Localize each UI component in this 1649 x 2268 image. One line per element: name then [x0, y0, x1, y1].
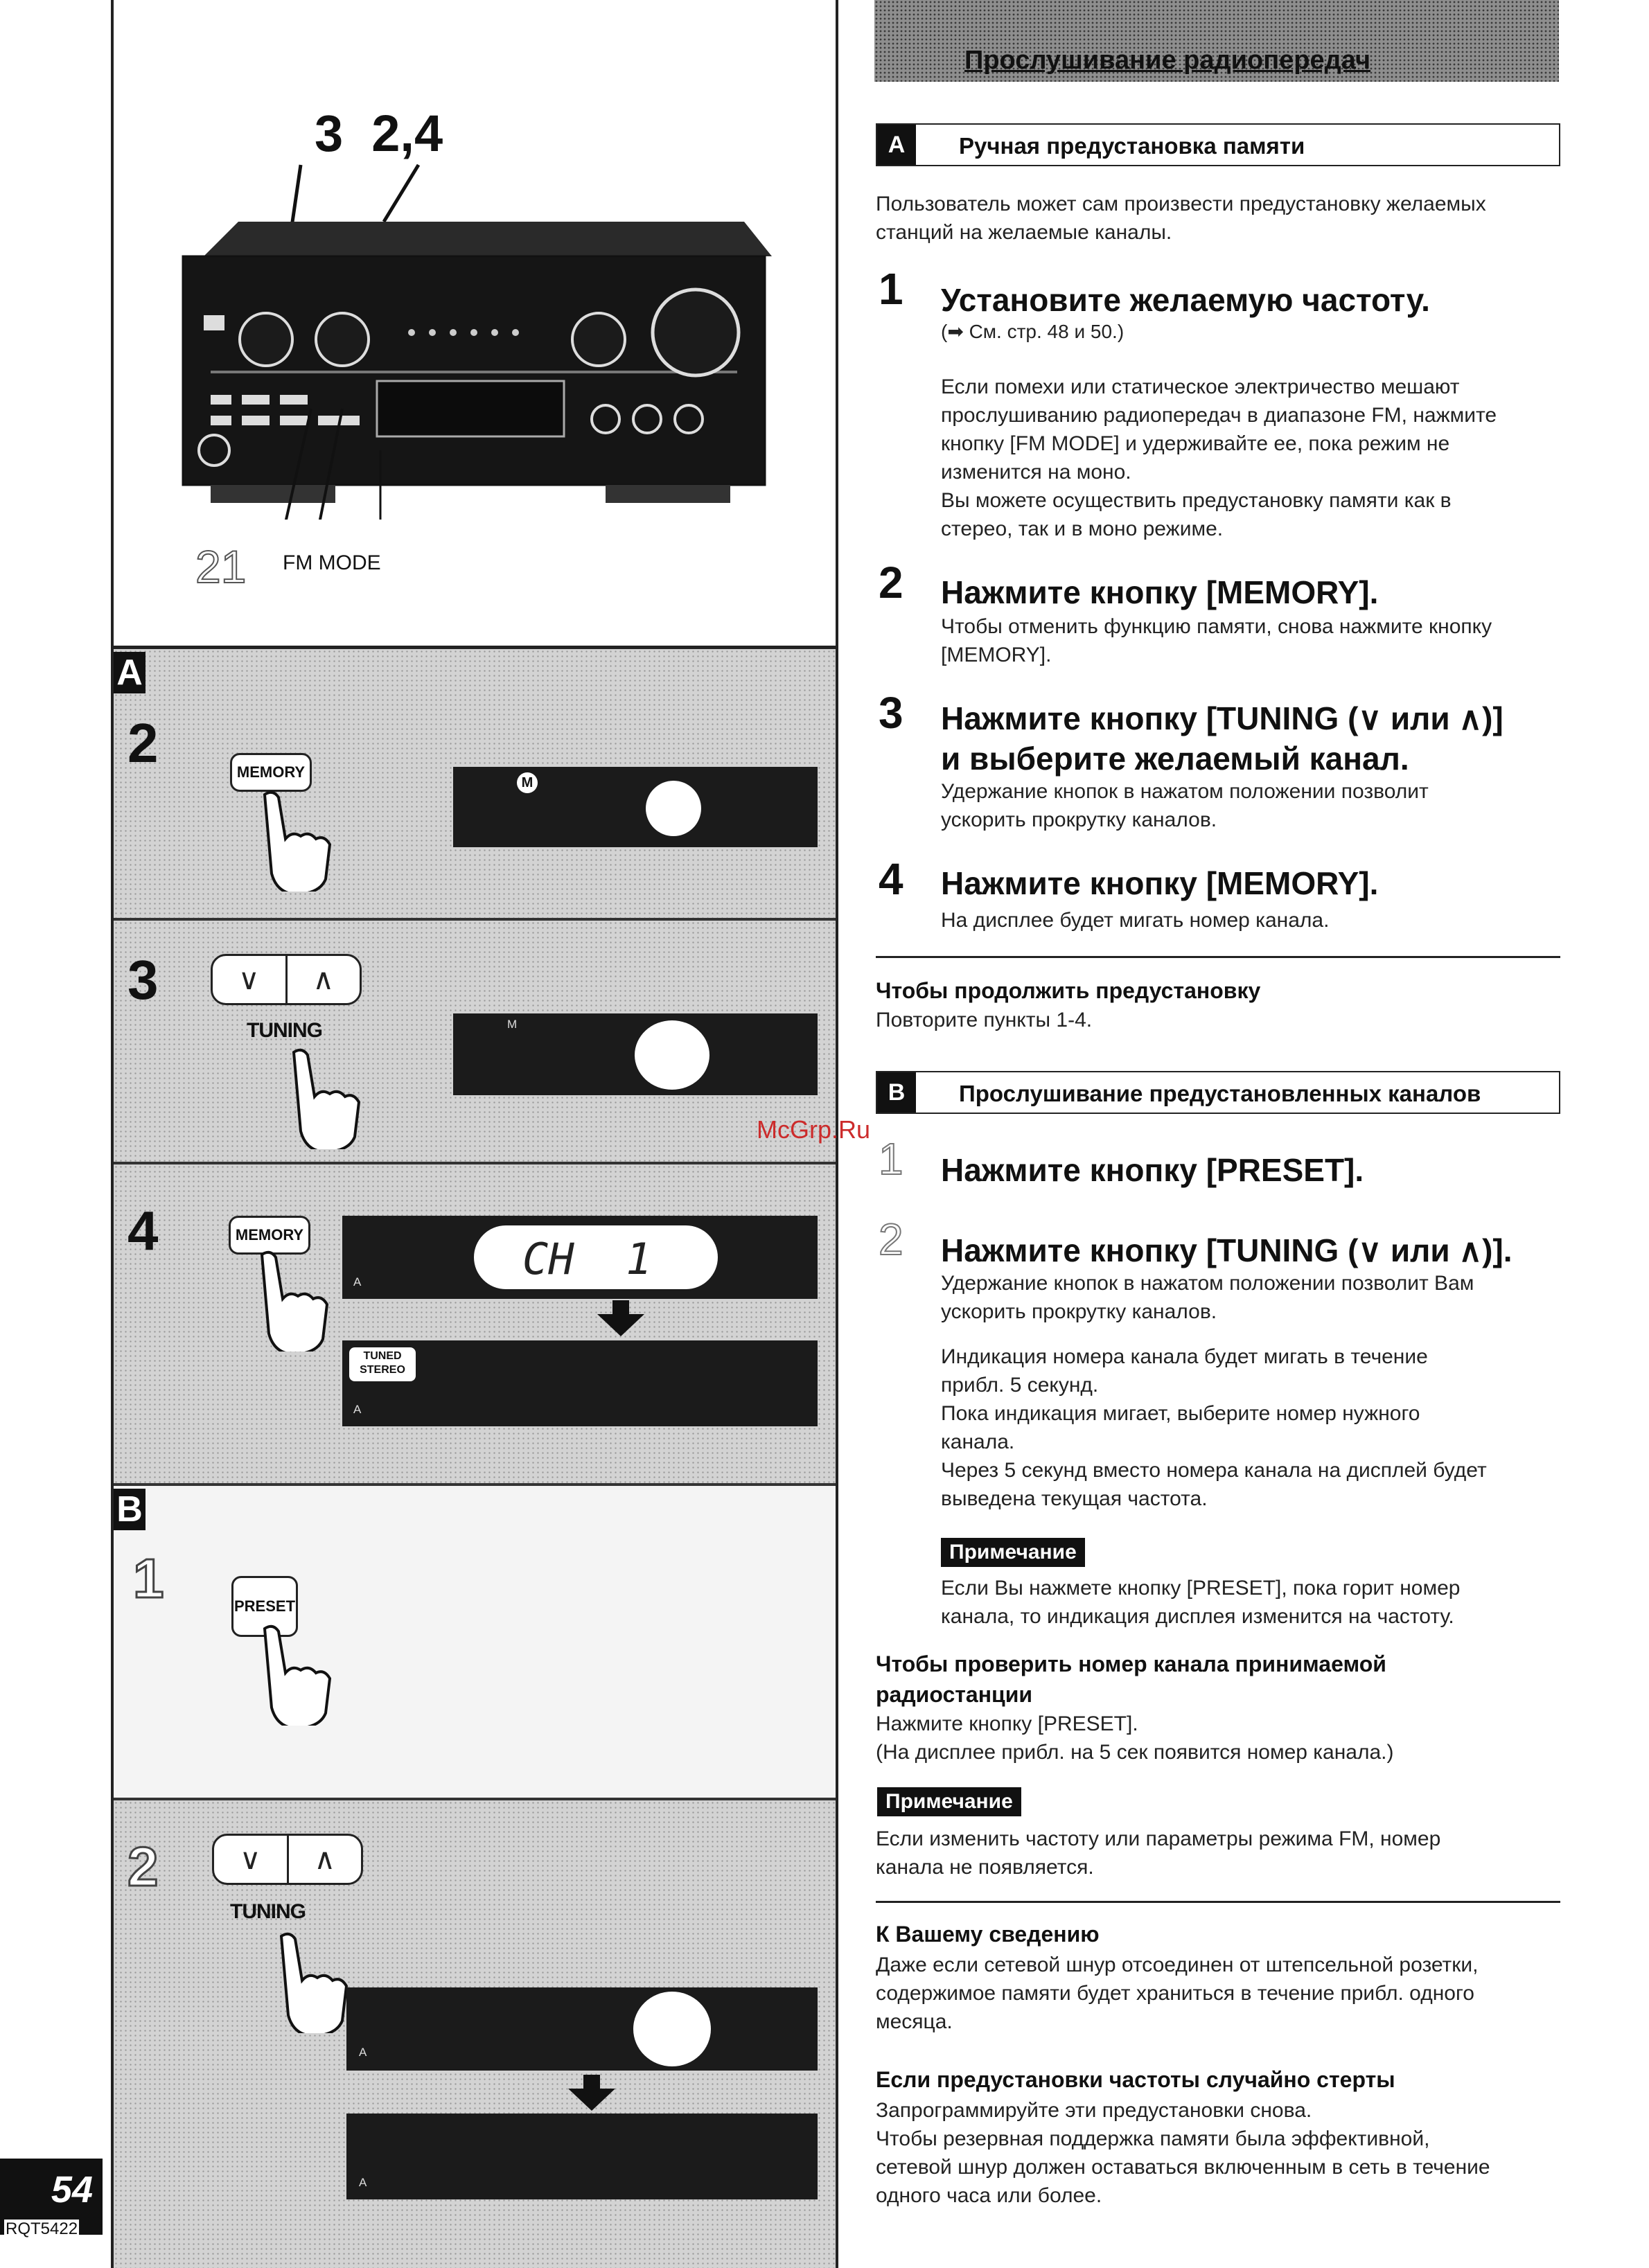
tuning-label: TUNING: [230, 1900, 306, 1923]
arrow-down-icon: [564, 2075, 619, 2111]
step-number: 3: [879, 688, 903, 738]
step-title: Нажмите кнопку [TUNING (∨ или ∧)] и выберите желаемый канал.: [941, 700, 1504, 777]
step-number: 2: [879, 558, 903, 608]
step-title: Нажмите кнопку [MEMORY].: [941, 865, 1379, 901]
section-letter: B: [877, 1072, 916, 1113]
note-text: Если Вы нажмете кнопку [PRESET], пока горит номер канала, то индикация дисплея изменится на частоту.: [941, 1577, 1461, 1628]
step-description: На дисплее будет мигать номер канала.: [941, 909, 1330, 932]
tuning-down-button[interactable]: ∨: [239, 1843, 261, 1875]
panel-a-step3: [114, 921, 836, 1162]
display-lcd: [346, 2114, 818, 2199]
info-text: Даже если сетевой шнур отсоединен от штепсельной розетки, содержимое памяти будет храниться в течение прибл. одного месяца.: [876, 1954, 1479, 2033]
lcd-indicator: A: [359, 2046, 367, 2059]
device-illustration-panel: [114, 0, 836, 649]
step-title: Нажмите кнопку [PRESET].: [941, 1152, 1364, 1188]
page-title: Прослушивание радиопередач: [964, 46, 1371, 75]
display-lcd: [346, 1987, 818, 2071]
tuning-up-button[interactable]: ∧: [287, 1836, 362, 1883]
watermark: McGrp.Ru: [757, 1115, 871, 1144]
section-letter: A: [877, 125, 916, 165]
info-title: К Вашему сведению: [876, 1922, 1100, 1947]
divider: [876, 956, 1560, 958]
step-number: 4: [127, 1200, 159, 1261]
erase-title: Если предустановки частоты случайно стерты: [876, 2067, 1395, 2092]
pressing-hand-icon: [280, 1045, 363, 1149]
step-title: Нажмите кнопку [MEMORY].: [941, 574, 1379, 610]
lcd-indicator: A: [359, 2176, 367, 2189]
step-number: 1: [879, 1134, 903, 1184]
memory-button[interactable]: MEMORY: [230, 753, 312, 792]
tuning-down-button[interactable]: ∨: [238, 963, 260, 995]
tuning-up-button[interactable]: ∧: [285, 956, 360, 1003]
step-reference: (➡ См. стр. 48 и 50.): [941, 321, 1125, 342]
fm-mode-label: FM MODE: [283, 551, 381, 574]
tuning-buttons: [212, 1834, 363, 1885]
arrow-down-icon: [593, 1300, 649, 1336]
lcd-indicator: M: [517, 772, 538, 793]
step-title: Установите желаемую частоту.: [941, 282, 1430, 318]
step-description: Удержание кнопок в нажатом положении позволит ускорить прокрутку каналов.: [941, 780, 1429, 831]
divider: [876, 1901, 1560, 1903]
pressing-hand-icon: [267, 1929, 351, 2033]
channel-text: CH 1: [522, 1234, 652, 1284]
step-number: 1: [879, 264, 903, 314]
step-number: 3: [127, 949, 159, 1011]
step-description: Если помехи или статическое электричество мешают прослушиванию радиопередач в диапазоне FM, нажмите кнопку [FM MODE] и удерживайте ее, пока режим не изменится на моно. Вы можете осуществить предустановку памяти как в стерео, так и в моно режиме.: [941, 375, 1497, 540]
check-channel-title: Чтобы проверить номер канала принимаемой радиостанции: [876, 1651, 1386, 1707]
step-description: Удержание кнопок в нажатом положении позволит Вам ускорить прокрутку каналов.: [941, 1272, 1474, 1323]
section-b-header: [876, 1071, 1560, 1114]
panel-a-step2: [114, 649, 836, 918]
tuned-stereo-indicator: [349, 1347, 416, 1381]
step-description: Чтобы отменить функцию памяти, снова нажмите кнопку [MEMORY].: [941, 615, 1492, 666]
step-number: 2: [127, 1836, 159, 1897]
receiver-drawing: [176, 159, 786, 520]
step-description: Индикация номера канала будет мигать в течение прибл. 5 секунд. Пока индикация мигает, выберите номер нужного канала. Через 5 секунд вместо номера канала на дисплей будет выведена текущая частота.: [941, 1345, 1487, 1510]
note-badge: Примечание: [877, 1787, 1021, 1816]
check-channel-text: Нажмите кнопку [PRESET]. (На дисплее прибл. на 5 сек появится номер канала.): [876, 1712, 1394, 1764]
step-number: 4: [879, 854, 903, 904]
step-number: 2: [879, 1214, 903, 1264]
continue-text: Повторите пункты 1-4.: [876, 1009, 1093, 1031]
step-title: Нажмите кнопку [TUNING (∨ или ∧)].: [941, 1232, 1513, 1268]
display-lcd: [453, 767, 818, 847]
bottom-callout-numbers: 21: [195, 541, 247, 592]
intro-text: Пользователь может сам произвести предустановку желаемых станций на желаемые каналы.: [876, 193, 1486, 244]
step-number: 1: [133, 1548, 164, 1609]
section-a-badge: A: [114, 652, 146, 693]
model-code: RQT5422: [6, 2220, 78, 2238]
continue-title: Чтобы продолжить предустановку: [876, 978, 1261, 1003]
display-lcd: [453, 1013, 818, 1095]
page-number: 54: [0, 2159, 103, 2235]
preset-button[interactable]: PRESET: [231, 1576, 298, 1637]
display-lcd: [342, 1216, 818, 1299]
stereo-text: STEREO: [360, 1364, 405, 1376]
note-text: Если изменить частоту или параметры режима FM, номер канала не появляется.: [876, 1827, 1441, 1879]
blinking-segment: [633, 1992, 711, 2066]
lcd-indicator: A: [353, 1403, 362, 1416]
section-title: Ручная предустановка памяти: [959, 133, 1305, 159]
top-callout-numbers: 3 2,4: [315, 105, 443, 162]
memory-button[interactable]: MEMORY: [229, 1216, 310, 1255]
lcd-indicator: A: [353, 1275, 362, 1288]
panel-a-step4: [114, 1164, 836, 1483]
section-b-badge: B: [114, 1489, 146, 1530]
lcd-indicator: M: [507, 1018, 518, 1031]
channel-display: [474, 1225, 718, 1289]
pressing-hand-icon: [251, 1622, 334, 1726]
blinking-segment: [635, 1020, 709, 1090]
pressing-hand-icon: [248, 1248, 331, 1352]
blinking-segment: [646, 781, 701, 836]
panel-b-step1: [114, 1486, 836, 1798]
note-badge: Примечание: [941, 1538, 1085, 1567]
tuned-text: TUNED: [363, 1350, 402, 1362]
panel-b-step2: [114, 1800, 836, 2268]
tuning-buttons: [211, 954, 362, 1005]
display-lcd: [342, 1340, 818, 1426]
section-a-header: [876, 123, 1560, 166]
section-title: Прослушивание предустановленных каналов: [959, 1081, 1481, 1106]
tuning-label: TUNING: [247, 1019, 322, 1042]
step-number: 2: [127, 712, 159, 774]
pressing-hand-icon: [251, 788, 334, 892]
illustration-column: [111, 0, 838, 2268]
erase-text: Запрограммируйте эти предустановки снова. Чтобы резервная поддержка памяти была эффективной, сетевой шнур должен оставаться включенным в сеть в течение одного часа или более.: [876, 2099, 1490, 2207]
